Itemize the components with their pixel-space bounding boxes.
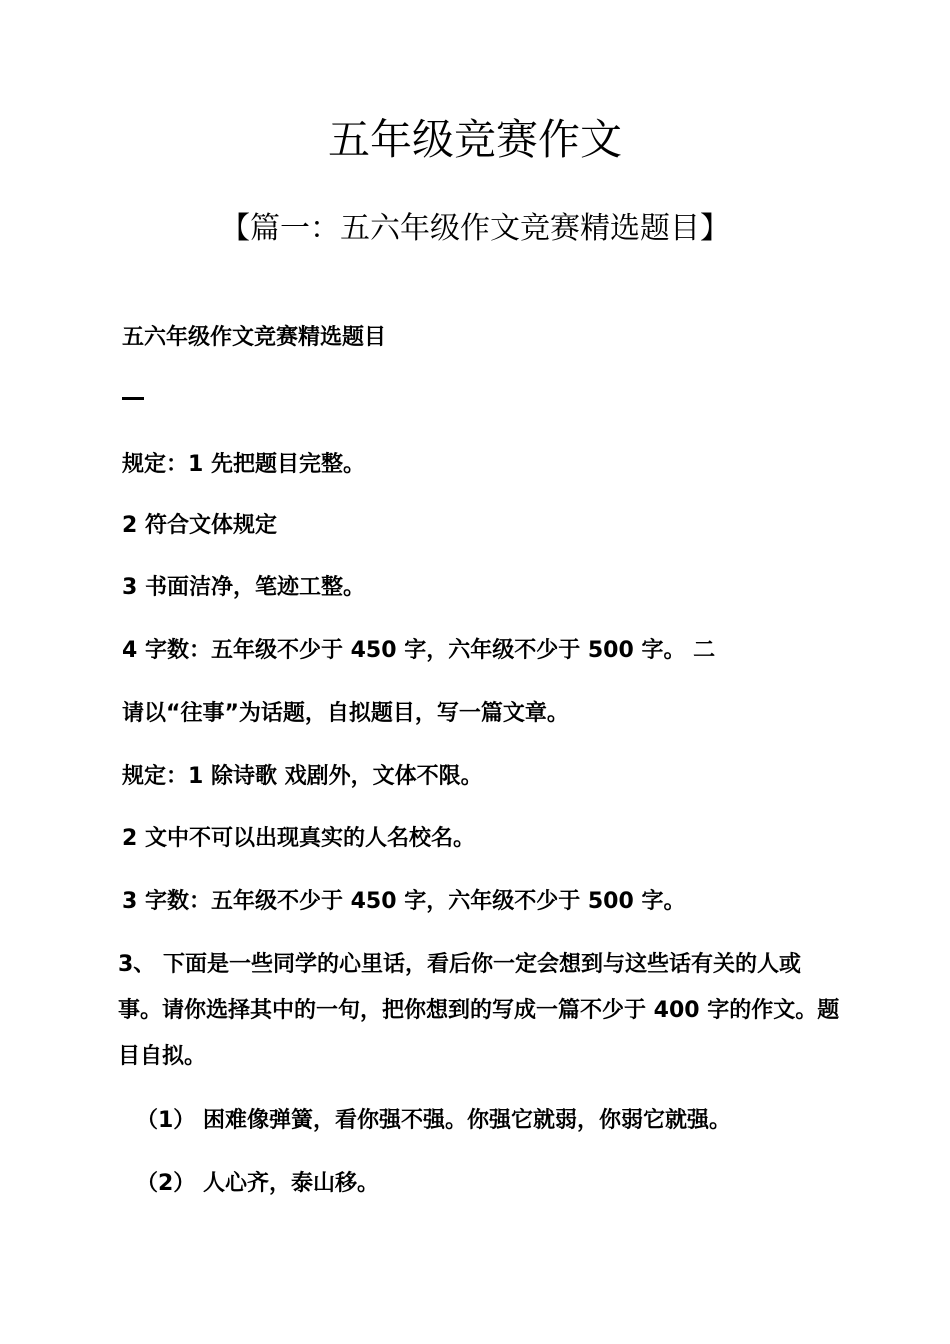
option-1: （1） 困难像弹簧，看你强不强。你强它就弱，你弱它就强。 (136, 1108, 731, 1133)
rule-line-1: 规定：1 先把题目完整。 (122, 452, 365, 477)
document-title: 五年级竞赛作文 (327, 115, 622, 164)
section-one-marker (122, 397, 144, 400)
rule-line-4: 4 字数：五年级不少于 450 字，六年级不少于 500 字。 二 (122, 638, 716, 663)
section-heading: 五六年级作文竞赛精选题目 (122, 325, 387, 350)
option-2: （2） 人心齐，泰山移。 (136, 1171, 379, 1196)
rule-line-2: 2 符合文体规定 (122, 513, 277, 538)
rule-line-6: 2 文中不可以出现真实的人名校名。 (122, 826, 475, 851)
rule-line-7: 3 字数：五年级不少于 450 字，六年级不少于 500 字。 (122, 889, 686, 914)
rule-line-3: 3 书面洁净，笔迹工整。 (122, 575, 365, 600)
rule-line-5: 规定：1 除诗歌 戏剧外，文体不限。 (122, 764, 483, 789)
document-subtitle: 【篇一：五六年级作文竞赛精选题目】 (220, 211, 730, 246)
topic-line: 请以“往事”为话题，自拟题目，写一篇文章。 (122, 701, 569, 726)
paragraph-three: 3、 下面是一些同学的心里话，看后你一定会想到与这些话有关的人或事。请你选择其中的一句，把你想到的写成一篇不少于 400 字的作文。题目自拟。 (118, 952, 840, 1069)
